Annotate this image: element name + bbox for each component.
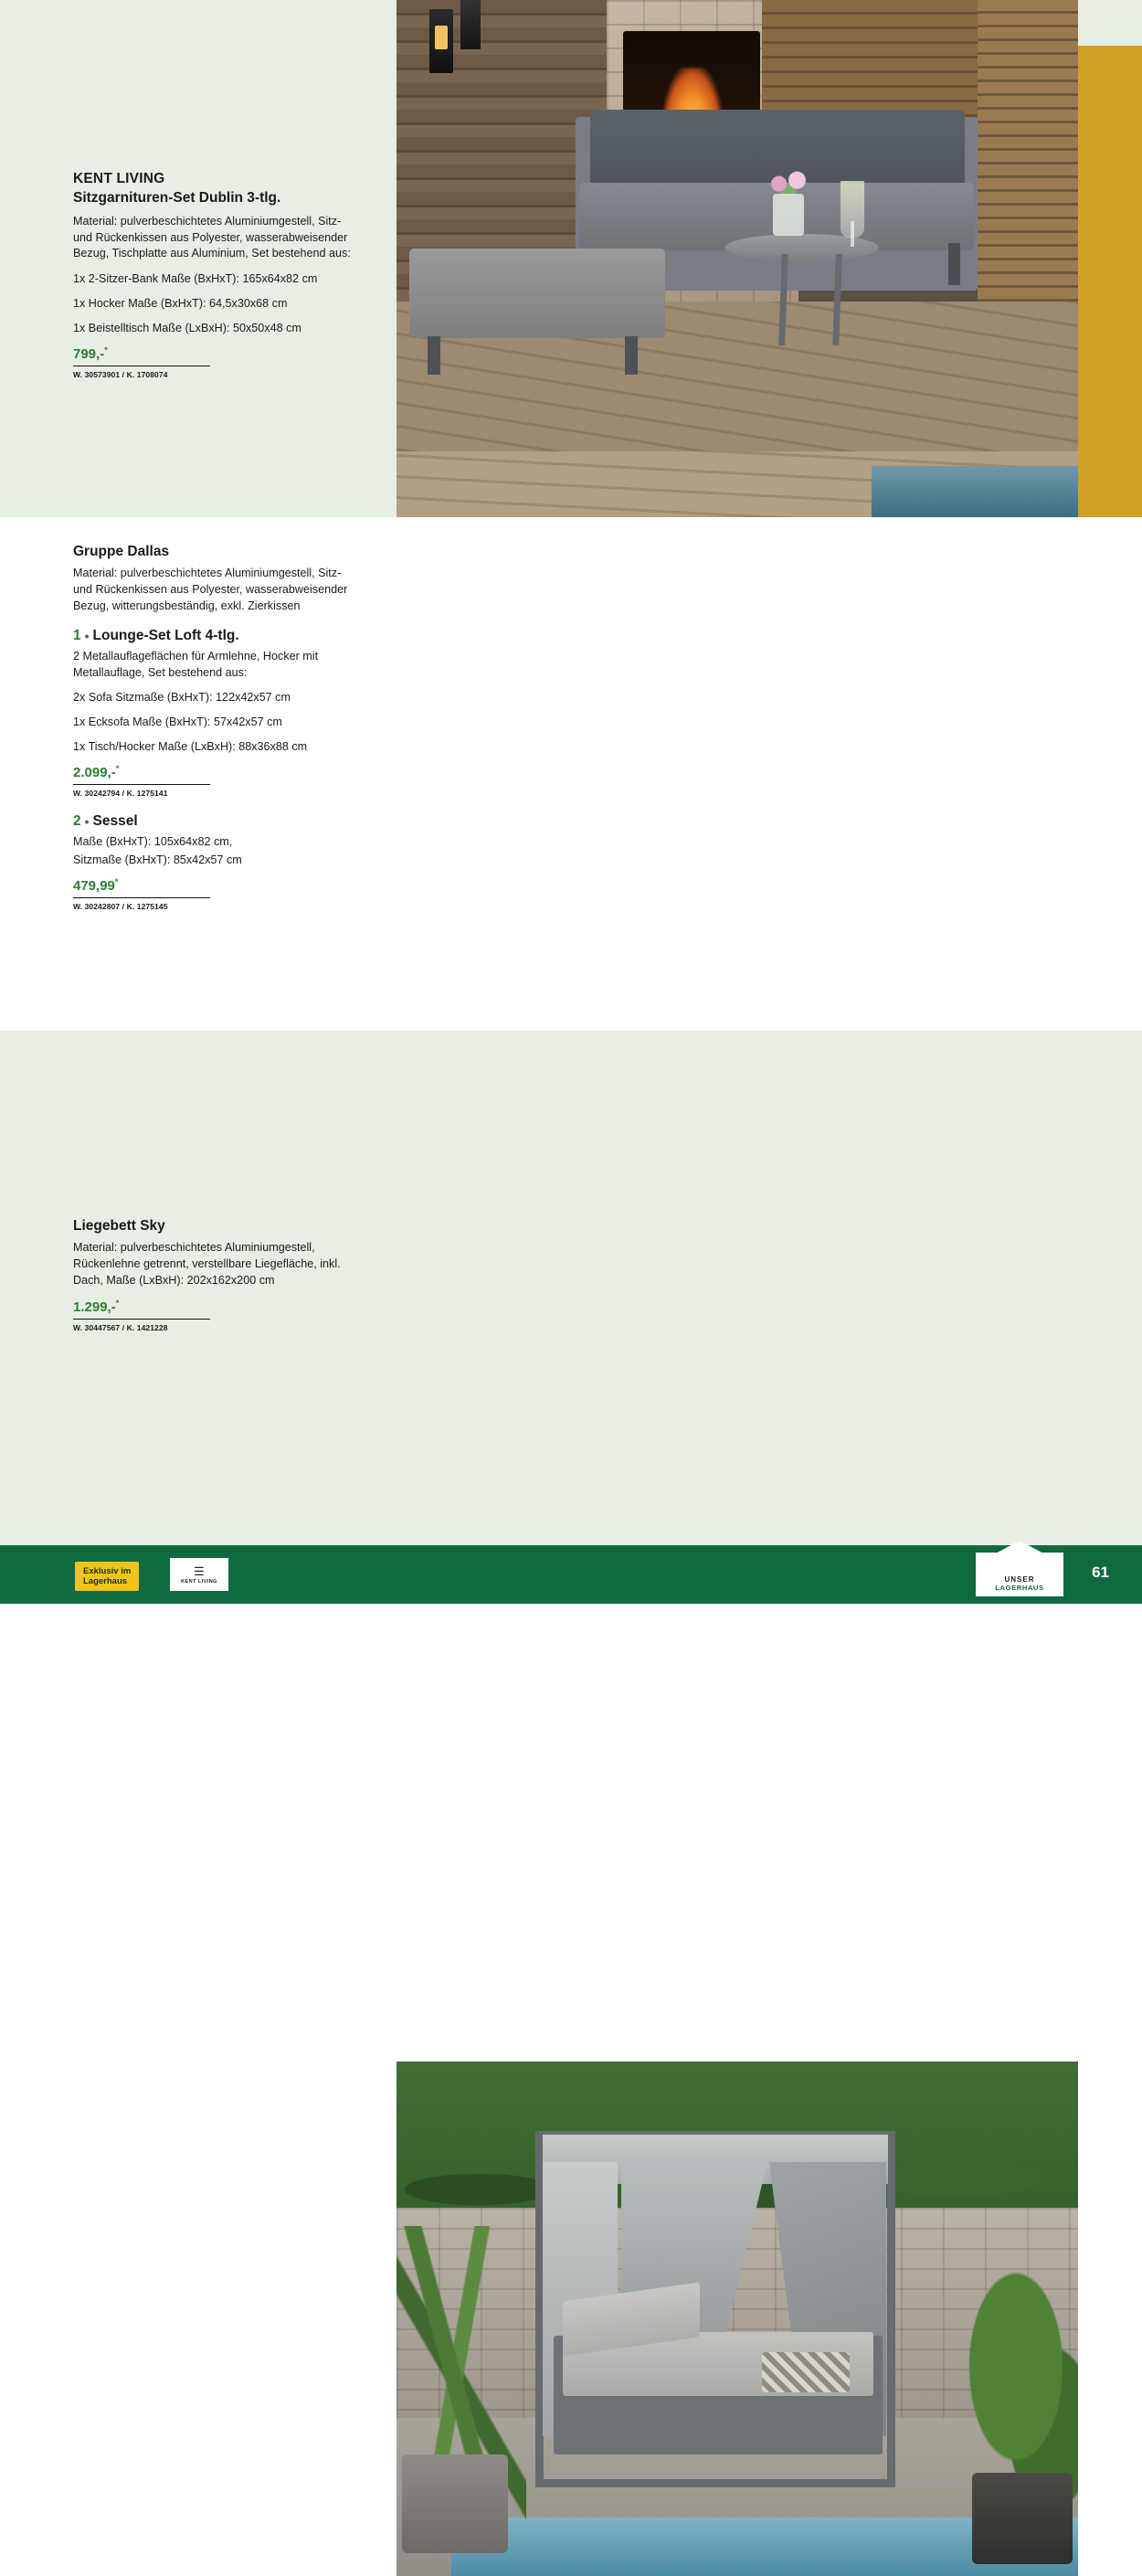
exclusive-badge bbox=[75, 1562, 139, 1591]
item-spec: 1x Ecksofa Maße (BxHxT): 57x42x57 cm bbox=[73, 716, 282, 729]
item-heading-2 bbox=[73, 813, 356, 830]
item-bullet-icon: • bbox=[84, 628, 90, 643]
product-spec: 1x Hocker Maße (BxHxT): 64,5x30x68 cm bbox=[73, 297, 288, 311]
product-block-sky bbox=[0, 1031, 1142, 1545]
product-photo-sky bbox=[397, 2062, 1078, 2576]
unser-lagerhaus-line2: LAGERHAUS bbox=[995, 1584, 1044, 1592]
item-spec: 1x Tisch/Hocker Maße (LxBxH): 88x36x88 cm bbox=[73, 740, 308, 754]
photo-blanket bbox=[762, 2352, 850, 2392]
photo-wine-glass bbox=[841, 181, 864, 238]
item-price: 479,99* bbox=[73, 876, 119, 894]
photo-ottoman-leg-right bbox=[625, 336, 638, 375]
product-material: Material: pulverbeschichtetes Aluminiumgestell, Sitz- und Rückenkissen aus Polyester, wasserabweisender Bezug, Tischplatte aus Aluminium, Set bestehend aus: bbox=[73, 214, 351, 260]
photo-wood-slats-right bbox=[978, 0, 1078, 302]
product-article-number: W. 30447567 / K. 1421228 bbox=[73, 1319, 210, 1332]
photo-side-table-legs bbox=[778, 254, 841, 345]
product-price: 799,-* bbox=[73, 345, 108, 362]
photo-ottoman-leg-left bbox=[428, 336, 440, 375]
product-material: Material: pulverbeschichtetes Aluminiumgestell, Rückenlehne getrennt, verstellbare Liegefläche, inkl. Dach, Maße (LxBxH): 202x162x200 cm bbox=[73, 1241, 341, 1287]
group-material: Material: pulverbeschichtetes Aluminiumgestell, Sitz- und Rückenkissen aus Polyester, wasserabweisender Bezug, witterungsbeständig, exkl. Zierkissen bbox=[73, 567, 348, 612]
product-text-dallas bbox=[73, 544, 356, 914]
lantern-icon: ☰ bbox=[194, 1564, 205, 1578]
product-text-sky bbox=[73, 1218, 356, 1335]
roof-icon bbox=[992, 1541, 1047, 1555]
photo-ottoman bbox=[409, 249, 665, 338]
item-heading-1 bbox=[73, 628, 356, 644]
item-spec: 2x Sofa Sitzmaße (BxHxT): 122x42x57 cm bbox=[73, 691, 291, 705]
unser-lagerhaus-line1: UNSER bbox=[1004, 1575, 1035, 1584]
product-brand: KENT LIVING bbox=[73, 171, 165, 186]
photo-pool bbox=[872, 466, 1078, 517]
item-number: 2 bbox=[73, 813, 81, 829]
page-number: 61 bbox=[1092, 1564, 1109, 1581]
item-intro: 2 Metallauflageflächen für Armlehne, Hocker mit Metallauflage, Set bestehend aus: bbox=[73, 649, 319, 679]
item-spec: Maße (BxHxT): 105x64x82 cm, bbox=[73, 835, 233, 848]
item-price: 2.099,-* bbox=[73, 764, 120, 780]
photo-plant-pot-left bbox=[402, 2454, 508, 2553]
photo-vase bbox=[773, 194, 804, 236]
page-footer bbox=[0, 1545, 1142, 1604]
product-title: Sitzgarnituren-Set Dublin 3-tlg. bbox=[73, 189, 281, 206]
item-number: 1 bbox=[73, 627, 81, 643]
product-price: 1.299,-* bbox=[73, 1298, 120, 1315]
item-bullet-icon: • bbox=[84, 814, 90, 829]
product-text-dublin bbox=[73, 170, 356, 382]
photo-lantern bbox=[429, 9, 453, 73]
unser-lagerhaus-logo bbox=[976, 1553, 1063, 1596]
photo-sofa-leg-right bbox=[948, 243, 960, 285]
product-spec: 1x Beistelltisch Maße (LxBxH): 50x50x48 cm bbox=[73, 322, 301, 335]
exclusive-badge-line1: Exklusiv im bbox=[83, 1566, 132, 1576]
product-photo-dublin bbox=[397, 0, 1078, 517]
item-article-number: W. 30242807 / K. 1275145 bbox=[73, 897, 210, 911]
photo-plant-pot-right bbox=[972, 2473, 1073, 2564]
product-block-dublin bbox=[0, 0, 1142, 517]
item-spec: Sitzmaße (BxHxT): 85x42x57 cm bbox=[73, 853, 242, 866]
item-title: Sessel bbox=[92, 813, 138, 829]
product-article-number: W. 30573901 / K. 1708074 bbox=[73, 366, 210, 379]
item-title: Lounge-Set Loft 4-tlg. bbox=[92, 627, 239, 643]
exclusive-badge-line2: Lagerhaus bbox=[83, 1576, 128, 1587]
gold-sidebar-tab bbox=[1078, 46, 1142, 535]
product-title: Liegebett Sky bbox=[73, 1218, 165, 1234]
group-title: Gruppe Dallas bbox=[73, 544, 170, 559]
photo-lantern-second bbox=[460, 0, 481, 49]
kent-living-logo-text: KENT LIVING bbox=[181, 1578, 217, 1585]
item-article-number: W. 30242794 / K. 1275141 bbox=[73, 784, 210, 798]
kent-living-logo bbox=[170, 1558, 228, 1591]
product-block-dallas bbox=[0, 517, 1142, 1031]
product-spec: 1x 2-Sitzer-Bank Maße (BxHxT): 165x64x82 cm bbox=[73, 272, 318, 286]
